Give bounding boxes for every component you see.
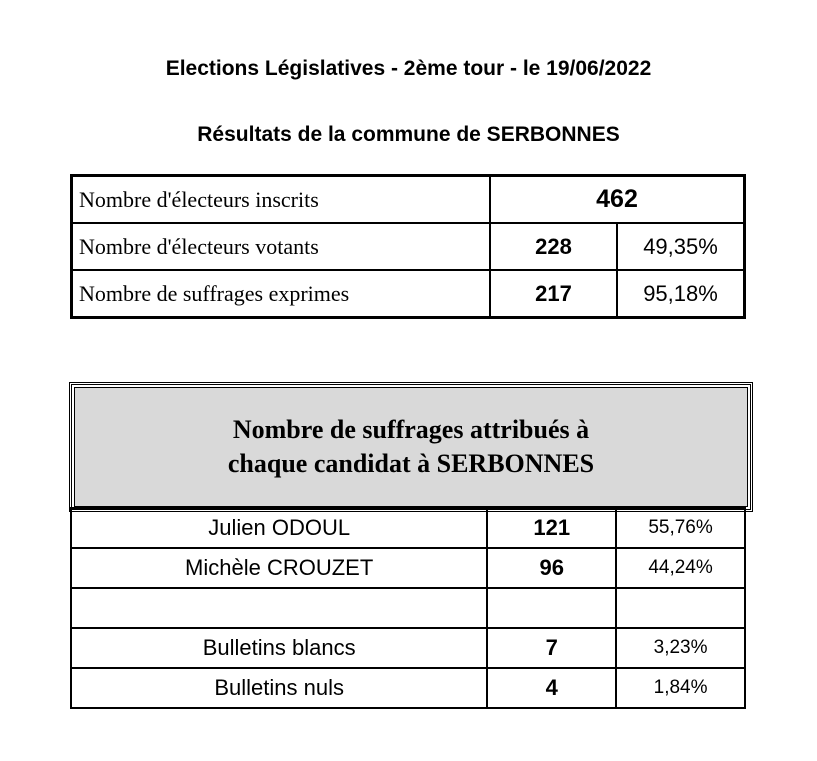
results-header-line2: chaque candidat à SERBONNES [227, 449, 595, 478]
null-ballots-label: Bulletins nuls [71, 668, 487, 708]
summary-table [70, 174, 746, 319]
table-row [71, 668, 745, 708]
expressed-label: Nombre de suffrages exprimes [72, 270, 491, 318]
voters-value: 228 [490, 223, 617, 270]
candidate-votes: 121 [487, 508, 616, 548]
results-table [70, 507, 746, 709]
blank-ballots-percent: 3,23% [616, 628, 745, 668]
empty-cell [616, 588, 745, 628]
document-subtitle: Résultats de la commune de SERBONNES [197, 123, 620, 146]
null-ballots-votes: 4 [487, 668, 616, 708]
registered-value: 462 [490, 176, 745, 224]
table-row-empty [71, 588, 745, 628]
expressed-value: 217 [490, 270, 617, 318]
candidate-votes: 96 [487, 548, 616, 588]
blank-ballots-votes: 7 [487, 628, 616, 668]
summary-row-expressed [72, 270, 745, 318]
empty-cell [71, 588, 487, 628]
results-header-box [69, 382, 753, 512]
null-ballots-percent: 1,84% [616, 668, 745, 708]
document-title: Elections Législatives - 2ème tour - le 19/06/2022 [165, 57, 652, 80]
blank-ballots-label: Bulletins blancs [71, 628, 487, 668]
summary-row-registered [72, 176, 745, 224]
expressed-percent: 95,18% [617, 270, 745, 318]
candidate-percent: 44,24% [616, 548, 745, 588]
candidate-name: Michèle CROUZET [71, 548, 487, 588]
voters-label: Nombre d'électeurs votants [72, 223, 491, 270]
results-header-line1: Nombre de suffrages attribués à [232, 415, 590, 444]
table-row [71, 628, 745, 668]
empty-cell [487, 588, 616, 628]
candidate-name: Julien ODOUL [71, 508, 487, 548]
voters-percent: 49,35% [617, 223, 745, 270]
table-row [71, 548, 745, 588]
registered-label: Nombre d'électeurs inscrits [72, 176, 491, 224]
candidate-percent: 55,76% [616, 508, 745, 548]
results-header [74, 387, 748, 507]
summary-row-voters [72, 223, 745, 270]
table-row [71, 508, 745, 548]
